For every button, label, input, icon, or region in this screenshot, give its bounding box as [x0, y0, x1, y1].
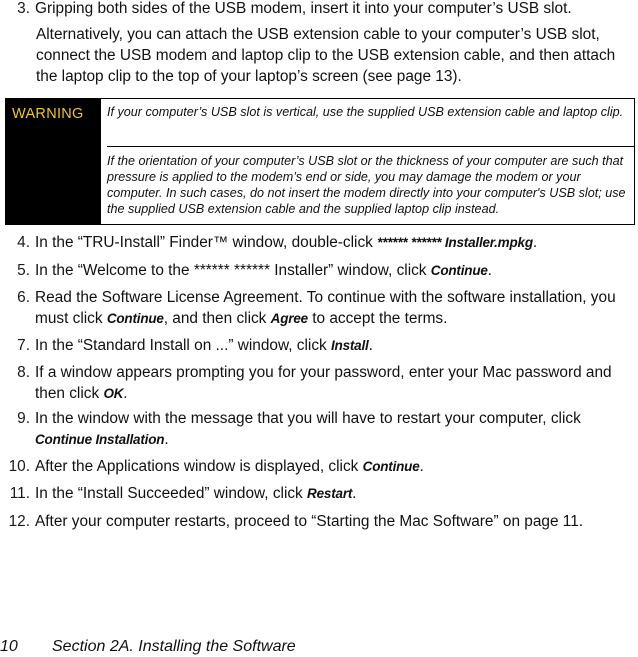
step-number: 9.	[17, 410, 30, 427]
step-number: 4.	[17, 234, 30, 251]
step-text: Gripping both sides of the USB modem, insert it into your computer’s USB slot.	[35, 0, 572, 17]
step-12	[8, 511, 633, 532]
ui-label: Agree	[270, 311, 308, 326]
ui-label: Install	[330, 338, 369, 353]
step-text: Read the Software License Agreement. To continue with the software installation, you must click Continue, and then click Agree to accept the terms.	[35, 289, 616, 327]
step-11	[8, 483, 633, 504]
step-text: In the “TRU-Install” Finder™ window, double-click ****** ****** Installer.mpkg.	[35, 234, 538, 251]
step-text: After the Applications window is displayed, click Continue.	[35, 458, 424, 475]
step-6	[8, 287, 633, 329]
step-text: In the “Welcome to the ****** ****** Installer” window, click Continue.	[35, 262, 492, 279]
step-10	[8, 456, 633, 477]
warning-note-2: If the orientation of your computer’s USB slot or the thickness of your computer are such that pressure is applied to the modem’s end or side, you may damage the modem or your computer. In such cases, do not insert the modem directly into your computer's USB slot; use the supplied USB extension cable and the supplied laptop clip instead.	[107, 154, 626, 216]
step-text: If a window appears prompting you for your password, enter your Mac password and then click OK.	[35, 364, 612, 402]
step-7	[8, 335, 633, 356]
ui-label: Continue	[430, 263, 488, 278]
ui-label: OK	[103, 386, 124, 401]
step-number: 7.	[17, 337, 30, 354]
ui-label: ****** ****** Installer.mpkg	[377, 235, 533, 250]
ui-label: Continue Installation	[35, 432, 165, 447]
step-number: 12.	[8, 513, 30, 530]
step-number: 6.	[17, 289, 30, 306]
ui-label: Continue	[106, 311, 164, 326]
step-text: In the “Install Succeeded” window, click Restart.	[35, 485, 357, 502]
warning-label: WARNING	[6, 99, 101, 224]
step-text: After your computer restarts, proceed to “Starting the Mac Software” on page 11.	[35, 513, 584, 530]
step-9	[8, 408, 633, 450]
step-number: 5.	[17, 262, 30, 279]
warning-note-1: If your computer’s USB slot is vertical, use the supplied USB extension cable and laptop clip.	[107, 105, 624, 119]
step-number: 8.	[17, 364, 30, 381]
step-4	[8, 232, 633, 253]
step-number: 11.	[9, 485, 30, 502]
step-5	[8, 260, 633, 281]
step-text: In the “Standard Install on ...” window, click Install.	[35, 337, 373, 354]
step-number: 3.	[17, 0, 30, 17]
step-8	[8, 362, 633, 404]
page-number: 10	[0, 638, 18, 655]
ui-label: Restart	[307, 486, 353, 501]
ui-label: Continue	[362, 459, 420, 474]
warning-box	[5, 98, 635, 225]
step-number: 10.	[8, 458, 30, 475]
section-title: Section 2A. Installing the Software	[52, 638, 296, 655]
step-text: In the window with the message that you will have to restart your computer, click Continue Installation.	[35, 410, 581, 448]
warning-divider	[107, 146, 634, 147]
step-3	[8, 0, 633, 19]
step-3-alternative: Alternatively, you can attach the USB extension cable to your computer’s USB slot, connect the USB modem and laptop clip to the USB extension cable, and then attach the laptop clip to the top of your laptop’s screen (see page 13).	[36, 26, 616, 85]
